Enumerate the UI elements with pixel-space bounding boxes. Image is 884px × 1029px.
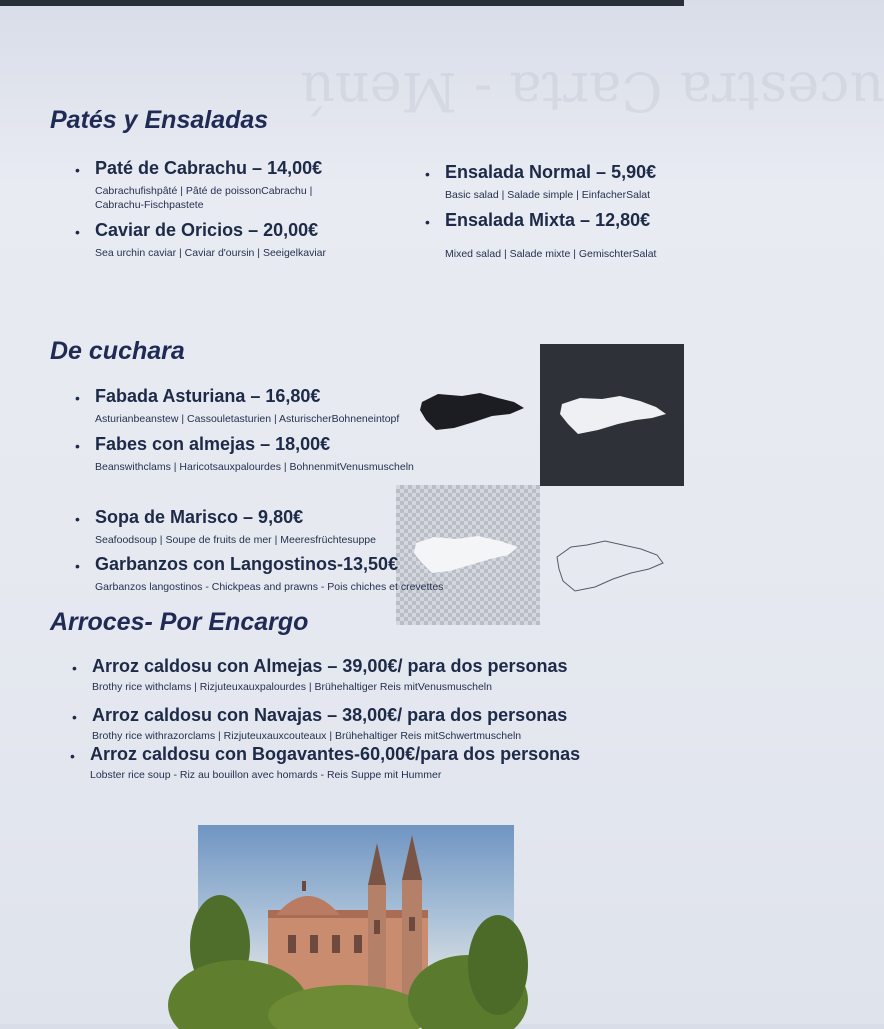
bullet-icon: • bbox=[75, 438, 80, 454]
section-title-pates: Patés y Ensaladas bbox=[50, 106, 269, 134]
item-translations: Beanswithclams | Haricotsauxpalourdes | BohnenmitVenusmuscheln bbox=[95, 461, 414, 473]
item-name: Arroz caldosu con Almejas – 39,00€/ para dos personas bbox=[92, 656, 568, 676]
item-translations: Lobster rice soup - Riz au bouillon avec homards - Reis Suppe mit Hummer bbox=[90, 769, 442, 781]
item-translations: Seafoodsoup | Soupe de fruits de mer | Meeresfrüchtesuppe bbox=[95, 534, 376, 546]
bullet-icon: • bbox=[75, 390, 80, 406]
item-name: Fabes con almejas – 18,00€ bbox=[95, 434, 331, 454]
item-name: Sopa de Marisco – 9,80€ bbox=[95, 507, 304, 527]
page-top-edge bbox=[0, 0, 684, 6]
bullet-icon: • bbox=[75, 511, 80, 527]
item-name: Fabada Asturiana – 16,80€ bbox=[95, 386, 321, 406]
menu-item-fabada-asturiana bbox=[75, 386, 400, 426]
asturias-map-black-silhouette bbox=[418, 388, 526, 434]
menu-item-caviar-oricios bbox=[75, 220, 326, 260]
bullet-icon: • bbox=[75, 224, 80, 240]
item-translations: Garbanzos langostinos - Chickpeas and prawns - Pois chiches et crevettes bbox=[95, 581, 444, 593]
item-name: Garbanzos con Langostinos-13,50€ bbox=[95, 554, 399, 574]
item-translations: Brothy rice withrazorclams | Rizjuteuxauxcouteaux | Brühehaltiger Reis mitSchwertmuscheln bbox=[92, 730, 522, 742]
covadonga-basilica-photo bbox=[198, 825, 514, 1024]
asturias-map-dark-image bbox=[540, 344, 684, 486]
bullet-icon: • bbox=[425, 166, 430, 182]
item-name: Paté de Cabrachu – 14,00€ bbox=[95, 158, 323, 178]
item-name: Arroz caldosu con Navajas – 38,00€/ para dos personas bbox=[92, 705, 568, 725]
menu-item-ensalada-normal bbox=[425, 162, 657, 202]
menu-item-fabes-almejas bbox=[75, 434, 414, 474]
asturias-map-outline bbox=[553, 535, 667, 597]
menu-item-arroz-bogavantes bbox=[70, 744, 581, 782]
item-name: Ensalada Mixta – 12,80€ bbox=[445, 210, 651, 230]
item-translations: Basic salad | Salade simple | EinfacherSalat bbox=[445, 189, 651, 201]
menu-item-arroz-navajas bbox=[72, 705, 568, 743]
item-translations: Asturianbeanstew | Cassouletasturien | AsturischerBohneneintopf bbox=[95, 413, 400, 425]
bullet-icon: • bbox=[75, 558, 80, 574]
item-translations: Cabrachufishpâté | Pâté de poissonCabrachu | Cabrachu-Fischpastete bbox=[95, 185, 313, 211]
section-title-arroces: Arroces- Por Encargo bbox=[50, 608, 309, 636]
menu-item-arroz-almejas bbox=[72, 656, 568, 694]
menu-item-sopa-marisco bbox=[75, 507, 376, 547]
item-name: Ensalada Normal – 5,90€ bbox=[445, 162, 657, 182]
show-through-watermark: ucestra Carta - Menú bbox=[300, 60, 884, 123]
bullet-icon: • bbox=[72, 660, 77, 676]
bullet-icon: • bbox=[75, 162, 80, 178]
section-title-cuchara: De cuchara bbox=[50, 337, 185, 365]
item-name: Arroz caldosu con Bogavantes-60,00€/para dos personas bbox=[90, 744, 581, 764]
item-translations: Brothy rice withclams | Rizjuteuxauxpalourdes | Brühehaltiger Reis mitVenusmuscheln bbox=[92, 681, 492, 693]
bullet-icon: • bbox=[425, 214, 430, 230]
menu-item-garbanzos-langostinos bbox=[75, 554, 444, 594]
item-name: Caviar de Oricios – 20,00€ bbox=[95, 220, 319, 240]
item-translations: Mixed salad | Salade mixte | GemischterSalat bbox=[445, 248, 657, 260]
bullet-icon: • bbox=[72, 709, 77, 725]
menu-item-ensalada-mixta bbox=[425, 210, 657, 261]
menu-item-pate-cabrachu bbox=[75, 158, 355, 212]
item-translations: Sea urchin caviar | Caviar d'oursin | Seeigelkaviar bbox=[95, 247, 326, 259]
bullet-icon: • bbox=[70, 748, 75, 764]
